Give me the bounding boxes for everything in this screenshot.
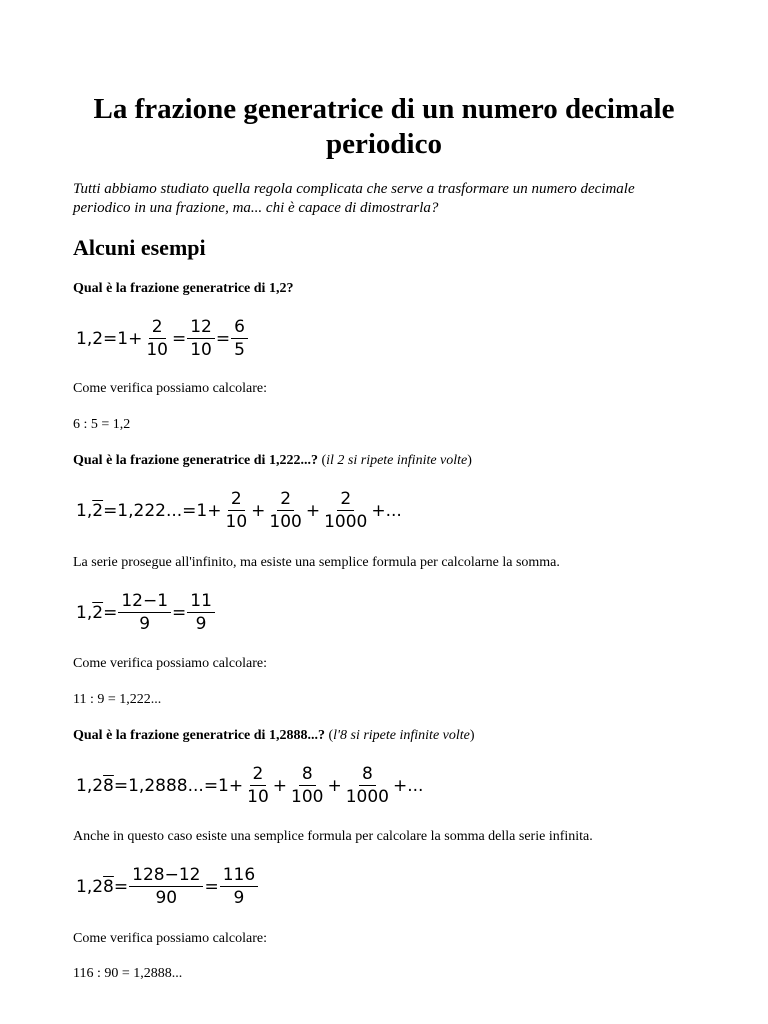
fraction-numerator: 12−1 — [118, 590, 171, 613]
fraction-denominator: 10 — [146, 340, 168, 360]
fraction-numerator: 2 — [250, 763, 267, 786]
fraction-numerator: 6 — [231, 316, 248, 339]
example3-formula2 — [76, 864, 259, 909]
formula-text: +... — [392, 775, 424, 796]
formula-text: =1,2888...=1+ — [113, 775, 244, 796]
fraction-denominator: 100 — [291, 787, 324, 807]
fraction — [187, 590, 215, 635]
fraction — [143, 316, 171, 361]
example1-question — [73, 280, 293, 298]
fraction-denominator: 10 — [247, 787, 269, 807]
fraction — [266, 488, 304, 533]
fraction-denominator: 1000 — [324, 512, 368, 532]
fraction — [244, 763, 272, 808]
fraction — [231, 316, 248, 361]
formula-text: = — [103, 602, 118, 623]
fraction-denominator: 90 — [155, 888, 178, 908]
example2-verify-label: Come verifica possiamo calcolare: — [73, 656, 267, 671]
fraction-denominator: 100 — [269, 512, 302, 532]
question-paren-open: ( — [317, 453, 327, 468]
fraction-denominator: 10 — [225, 512, 248, 532]
repeating-digit: 8 — [103, 876, 114, 897]
example2-formula1 — [76, 488, 402, 533]
formula-text: 1,2 — [76, 775, 104, 796]
formula-text: = — [172, 602, 187, 623]
formula-text: + — [305, 500, 321, 521]
section-heading: Alcuni esempi — [73, 235, 206, 260]
page-title: La frazione generatrice di un numero decimale periodico — [93, 93, 675, 160]
example2-question-note: il 2 si ripete infinite volte — [326, 453, 468, 468]
example2-verify: 11 : 9 = 1,222... — [73, 692, 162, 707]
example3-verify: 116 : 90 = 1,2888... — [73, 966, 183, 981]
example3-verify-label: Come verifica possiamo calcolare: — [73, 931, 267, 946]
fraction-denominator: 9 — [195, 614, 207, 634]
fraction — [129, 864, 203, 909]
fraction-numerator: 2 — [149, 316, 166, 339]
fraction-denominator: 9 — [139, 614, 151, 634]
formula-text: + — [327, 775, 342, 796]
example3-series-text: Anche in questo caso esiste una semplice formula per calcolare la somma della serie infinita. — [73, 829, 593, 844]
fraction-numerator: 11 — [187, 590, 215, 613]
example1-question-text: Qual è la frazione generatrice di 1,2? — [73, 281, 294, 296]
example1-verify: 6 : 5 = 1,2 — [73, 417, 131, 432]
fraction-denominator: 5 — [234, 340, 245, 360]
fraction-numerator: 12 — [187, 316, 215, 339]
fraction-denominator: 9 — [233, 888, 245, 908]
example3-question — [73, 727, 475, 745]
example1-formula — [76, 316, 249, 361]
fraction-denominator: 1000 — [345, 787, 389, 807]
formula-text: 1, — [76, 500, 93, 521]
formula-text: =1,222...=1+ — [103, 500, 222, 521]
fraction — [187, 316, 215, 361]
fraction-numerator: 8 — [359, 763, 376, 786]
formula-text: 1, — [76, 602, 93, 623]
formula-text: + — [251, 500, 266, 521]
intro-paragraph: Tutti abbiamo studiato quella regola complicata che serve a trasformare un numero decimale periodico in una frazione, ma... chi è capace di dimostrarla? — [73, 181, 635, 216]
fraction — [223, 488, 251, 533]
fraction-numerator: 2 — [337, 488, 354, 511]
fraction-numerator: 8 — [299, 763, 316, 786]
formula-text: = — [113, 876, 129, 897]
example2-question-text: Qual è la frazione generatrice di 1,222...? — [73, 453, 318, 468]
formula-text: + — [272, 775, 288, 796]
fraction — [343, 763, 392, 808]
fraction — [321, 488, 370, 533]
repeating-digit: 8 — [103, 775, 114, 796]
fraction-numerator: 2 — [277, 488, 294, 511]
fraction — [288, 763, 326, 808]
question-paren-close: ) — [467, 453, 472, 468]
fraction-numerator: 2 — [228, 488, 245, 511]
example3-question-text: Qual è la frazione generatrice di 1,2888...? — [73, 728, 325, 743]
example1-verify-label: Come verifica possiamo calcolare: — [73, 381, 267, 396]
question-paren-open: ( — [324, 728, 334, 743]
fraction — [220, 864, 258, 909]
repeating-digit: 2 — [92, 500, 104, 521]
example2-series-text: La serie prosegue all'infinito, ma esiste una semplice formula per calcolarne la somma. — [73, 555, 560, 570]
repeating-digit: 2 — [92, 602, 104, 623]
formula-text: 1,2=1+ — [76, 328, 143, 349]
fraction — [118, 590, 171, 635]
example3-question-note: l'8 si ripete infinite volte — [333, 728, 470, 743]
fraction-numerator: 128−12 — [129, 864, 203, 887]
formula-text: 1,2 — [76, 876, 104, 897]
formula-text: = — [204, 876, 219, 897]
formula-text: +... — [371, 500, 402, 521]
example2-formula2 — [76, 590, 216, 635]
fraction-numerator: 116 — [220, 864, 258, 887]
formula-text: = — [171, 328, 187, 349]
formula-text: = — [215, 328, 231, 349]
question-paren-close: ) — [469, 728, 475, 743]
fraction-denominator: 10 — [190, 340, 212, 360]
example2-question — [73, 452, 472, 470]
example3-formula1 — [76, 763, 423, 808]
